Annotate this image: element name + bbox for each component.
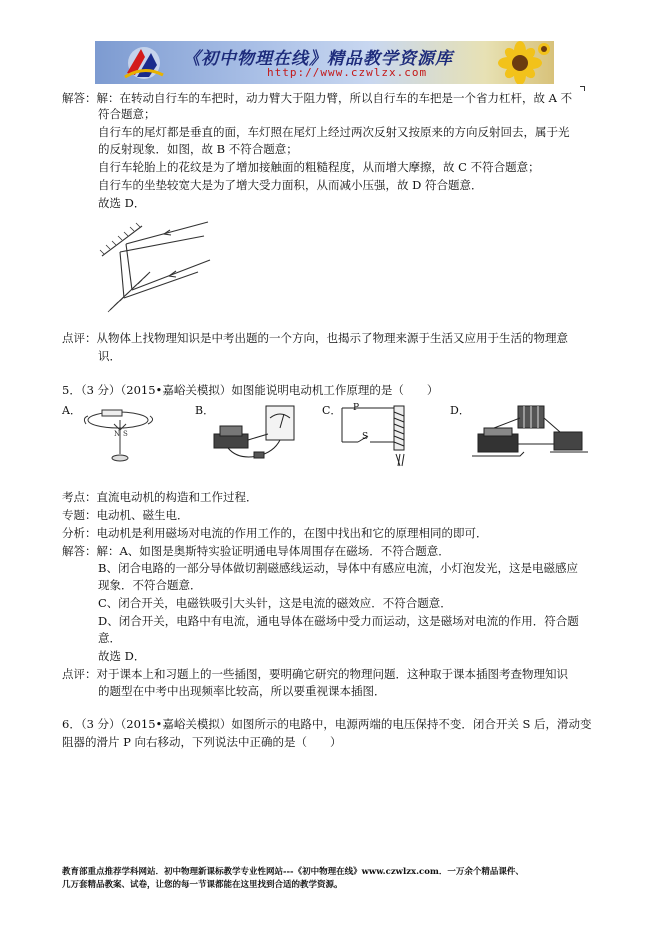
q5-analysis-line-7: C、闭合开关，电磁铁吸引大头针，这是电流的磁效应．不符合题意．: [98, 596, 452, 610]
q5-analysis-line-4: 解答：解：A、如图是奥斯特实验证明通电导体周围存在磁场．不符合题意．: [62, 544, 450, 558]
q4-answer-line-1: 解答：解：在转动自行车的车把时，动力臂大于阻力臂，所以自行车的车把是一个省力杠杆，故 A 不: [62, 91, 573, 105]
q5-analysis-line-1: 考点：直流电动机的构造和工作过程．: [62, 490, 258, 504]
q6-question-line-2: 阻器的滑片 P 向右移动，下列说法中正确的是（ ）: [62, 735, 342, 749]
q5-analysis-line-10: 故选 D．: [98, 649, 146, 663]
q5-option-d-figure: [464, 404, 592, 466]
banner-url: http://www.czwlzx.com: [267, 66, 428, 79]
q5-option-c-label: C．: [322, 404, 342, 417]
q5-analysis-line-5: B、闭合电路的一部分导体做切割磁感线运动，导体中有感应电流，小灯泡发光，这是电磁感应: [98, 561, 578, 575]
q4-answer-line-4: 的反射现象．如图，故 B 不符合题意；: [98, 142, 298, 156]
q5-comment-line-1: 点评：对于课本上和习题上的一些插图，要明确它研究的物理问题．这种取于课本插图考查物理知识: [62, 667, 568, 681]
q4-answer-line-2: 符合题意；: [98, 107, 156, 121]
banner-title: 《初中物理在线》精品教学资源库: [183, 49, 453, 69]
footer-line-1: 教育部重点推荐学科网站．初中物理新课标教学专业性网站---《初中物理在线》www.czwlzx.com．一万余个精品课件、: [62, 867, 524, 877]
q5-question: 5．（3 分）（2015•嘉峪关模拟）如图能说明电动机工作原理的是（ ）: [62, 383, 439, 397]
q5-option-a-figure: [80, 402, 160, 464]
q5-comment-line-2: 的题型在中考中出现频率比较高，所以要重视课本插图．: [98, 684, 386, 698]
q5-analysis-line-9: 意．: [98, 631, 121, 645]
header-rule-mark: [580, 86, 585, 91]
q4-answer-line-7: 故选 D．: [98, 196, 146, 210]
q5-analysis-line-8: D、闭合开关，电路中有电流，通电导体在磁场中受力而运动，这是磁场对电流的作用．符合题: [98, 614, 579, 628]
q5-analysis-line-3: 分析：电动机是利用磁场对电流的作用工作的，在图中找出和它的原理相同的即可．: [62, 526, 488, 540]
q4-comment-line-1: 点评：从物体上找物理知识是中考出题的一个方向，也揭示了物理来源于生活又应用于生活的物理意: [62, 331, 568, 345]
q5-fig-c-label-s: S: [362, 432, 369, 442]
footer-line-2: 几万套精品教案、试卷，让您的每一节课都能在这里找到合适的教学资源。: [62, 880, 343, 890]
q5-option-a-label: A．: [62, 404, 81, 417]
site-logo-icon: [121, 43, 167, 82]
svg-text:N: N: [114, 430, 121, 438]
sunflower-icon: [482, 41, 552, 84]
q6-question-line-1: 6．（3 分）（2015•嘉峪关模拟）如图所示的电路中，电源两端的电压保持不变．闭合开关 S 后，滑动变: [62, 717, 592, 731]
reflection-diagram: [96, 214, 214, 316]
q4-answer-line-6: 自行车的坐垫较宽大是为了增大受力面积，从而减小压强，故 D 符合题意．: [98, 178, 483, 192]
q5-analysis-line-6: 现象．不符合题意．: [98, 578, 202, 592]
q5-option-b-label: B．: [195, 404, 215, 417]
q4-answer-line-3: 自行车的尾灯都是垂直的面，车灯照在尾灯上经过两次反射又按原来的方向反射回去，属于光: [98, 125, 570, 139]
q5-fig-c-label-p: P: [353, 403, 360, 413]
q5-analysis-line-2: 专题：电动机、磁生电．: [62, 508, 189, 522]
q4-comment-line-2: 识．: [98, 349, 121, 363]
q5-option-d-label: D．: [450, 404, 470, 417]
q5-option-c-figure: [336, 404, 420, 470]
q5-option-b-figure: [208, 404, 300, 464]
header-banner: [95, 41, 554, 84]
svg-text:S: S: [123, 430, 128, 438]
q4-answer-line-5: 自行车轮胎上的花纹是为了增加接触面的粗糙程度，从而增大摩擦，故 C 不符合题意；: [98, 160, 540, 174]
